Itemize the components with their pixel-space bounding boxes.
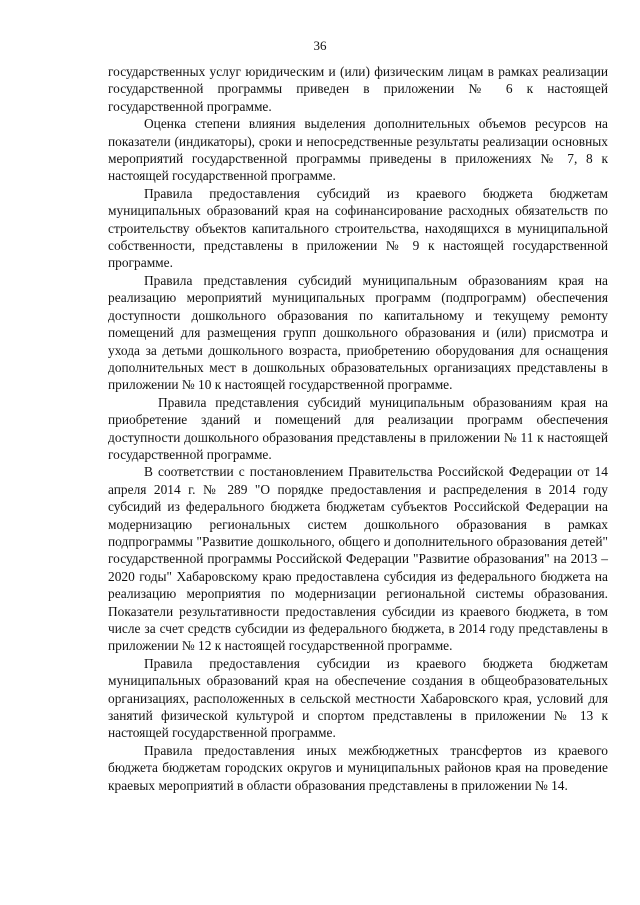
paragraph-5: Правила представления субсидий муниципальным образованиям края на приобретение зданий и помещений для реализации программ обеспечения доступности дошкольного образования представлены в приложении № 11 к настоящей государственной программе. [108, 394, 608, 462]
page-number: 36 [313, 38, 327, 53]
paragraph-3: Правила предоставления субсидий из краевого бюджета бюджетам муниципальных образований края на софинансирование расходных обязательств по строительству объектов капитального строительства, находящихся в муниципальной собственности, представлены в приложении № 9 к настоящей государственной программе. [108, 185, 608, 271]
paragraph-2: Оценка степени влияния выделения дополнительных объемов ресурсов на показатели (индикаторы), сроки и непосредственные результаты реализации основных мероприятий государственной программы приведены в приложениях № 7, 8 к настоящей государственной программе. [108, 116, 608, 184]
paragraph-7: Правила предоставления субсидии из краевого бюджета бюджетам муниципальных образований края на обеспечение создания в общеобразовательных организациях, расположенных в сельской местности Хабаровского края, условий для занятий физической культурой и спортом представлены в приложении № 13 к настоящей государственной программе. [108, 655, 608, 741]
paragraph-6: В соответствии с постановлением Правительства Российской Федерации от 14 апреля 2014 г. № 289 "О порядке предоставления и распределения в 2014 году субсидий из федерального бюджета бюджетам субъектов Российской Федерации на модернизацию региональных систем дошкольного образования в рамках подпрограммы "Развитие дошкольного, общего и дополнительного образования детей" государственной программы Российской Федерации "Развитие образования" на 2013 – 2020 годы" Хабаровскому краю предоставлена субсидия из федерального бюджета на реализацию мероприятия по модернизации региональной системы образования. Показатели результативности предоставления субсидии из краевого бюджета, в том числе за счет средств субсидии из федерального бюджета, в 2014 году представлены в приложении № 12 к настоящей государственной программе. [108, 464, 608, 654]
paragraph-4: Правила представления субсидий муниципальным образованиям края на реализацию мероприятий муниципальных программ (подпрограмм) обеспечения доступности дошкольного образования по капитальному и текущему ремонту помещений для размещения групп дошкольного образования и (или) присмотра и ухода за детьми дошкольного возраста, приобретению оборудования для оснащения дополнительных мест в дошкольных образовательных организациях представлены в приложении № 10 к настоящей государственной программе. [108, 272, 608, 393]
body-text [108, 63, 608, 794]
paragraph-8: Правила предоставления иных межбюджетных трансфертов из краевого бюджета бюджетам городских округов и муниципальных районов края на проведение краевых мероприятий в области образования представлены в приложении № 14. [108, 742, 608, 793]
paragraph-1: государственных услуг юридическим и (или) физическим лицам в рамках реализации государственной программы приведен в приложении № 6 к настоящей государственной программе. [108, 64, 608, 114]
